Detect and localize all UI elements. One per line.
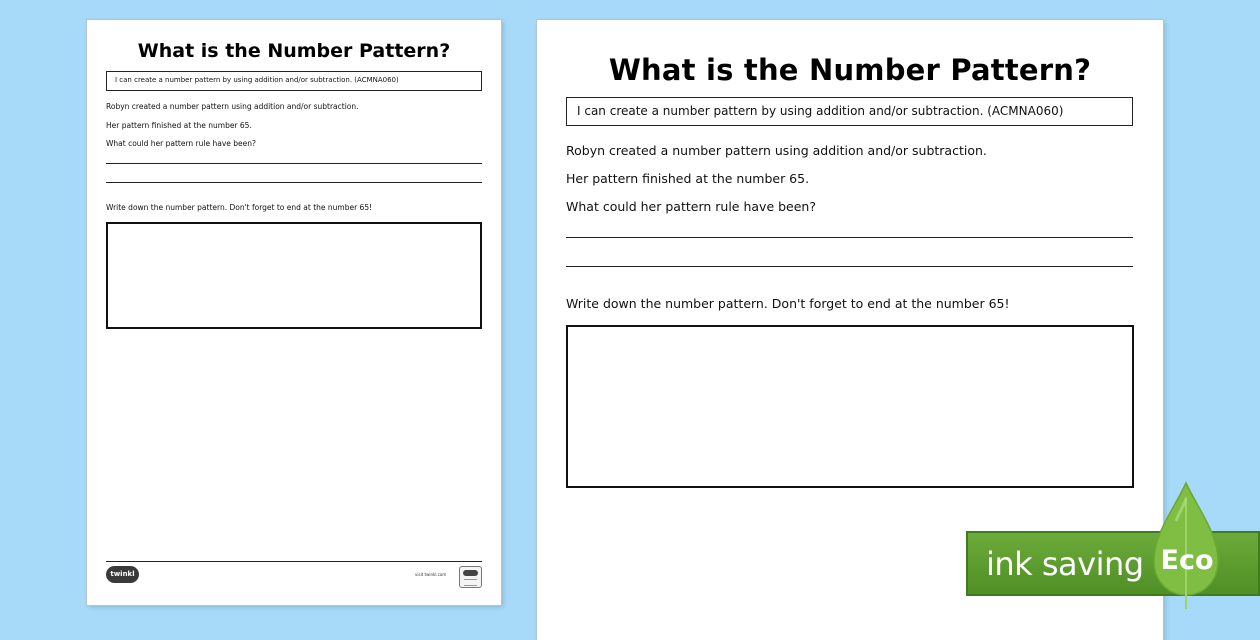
answer-box [106, 222, 482, 329]
answer-rule-2 [106, 182, 482, 183]
objective-box [566, 97, 1133, 126]
prompt-line-3: What could her pattern rule have been? [566, 199, 816, 214]
objective-box [106, 71, 482, 91]
quality-badge-icon [459, 566, 482, 588]
worksheet-title: What is the Number Pattern? [137, 40, 451, 62]
twinkl-logo: twinkl [106, 566, 139, 583]
objective-text: I can create a number pattern by using addition and/or subtraction. (ACMNA060) [577, 104, 1064, 118]
prompt-line-2: Her pattern finished at the number 65. [106, 121, 252, 130]
answer-rule-1 [566, 237, 1133, 238]
footer-url: visit twinkl.com [415, 572, 447, 577]
answer-rule-2 [566, 266, 1133, 267]
answer-rule-1 [106, 163, 482, 164]
answer-box [566, 325, 1134, 488]
instruction-text: Write down the number pattern. Don't forget to end at the number 65! [106, 203, 373, 212]
prompt-line-3: What could her pattern rule have been? [106, 139, 256, 148]
eco-badge-text: Eco [1160, 545, 1214, 576]
worksheet-title: What is the Number Pattern? [608, 53, 1092, 87]
worksheet-thumbnail [87, 20, 501, 605]
prompt-line-1: Robyn created a number pattern using addition and/or subtraction. [106, 102, 359, 111]
footer-rule [106, 561, 482, 562]
objective-text: I can create a number pattern by using addition and/or subtraction. (ACMNA060) [115, 76, 399, 84]
prompt-line-1: Robyn created a number pattern using addition and/or subtraction. [566, 143, 987, 158]
instruction-text: Write down the number pattern. Don't forget to end at the number 65! [566, 296, 1010, 311]
ink-saving-label: ink saving [986, 545, 1144, 583]
prompt-line-2: Her pattern finished at the number 65. [566, 171, 810, 186]
